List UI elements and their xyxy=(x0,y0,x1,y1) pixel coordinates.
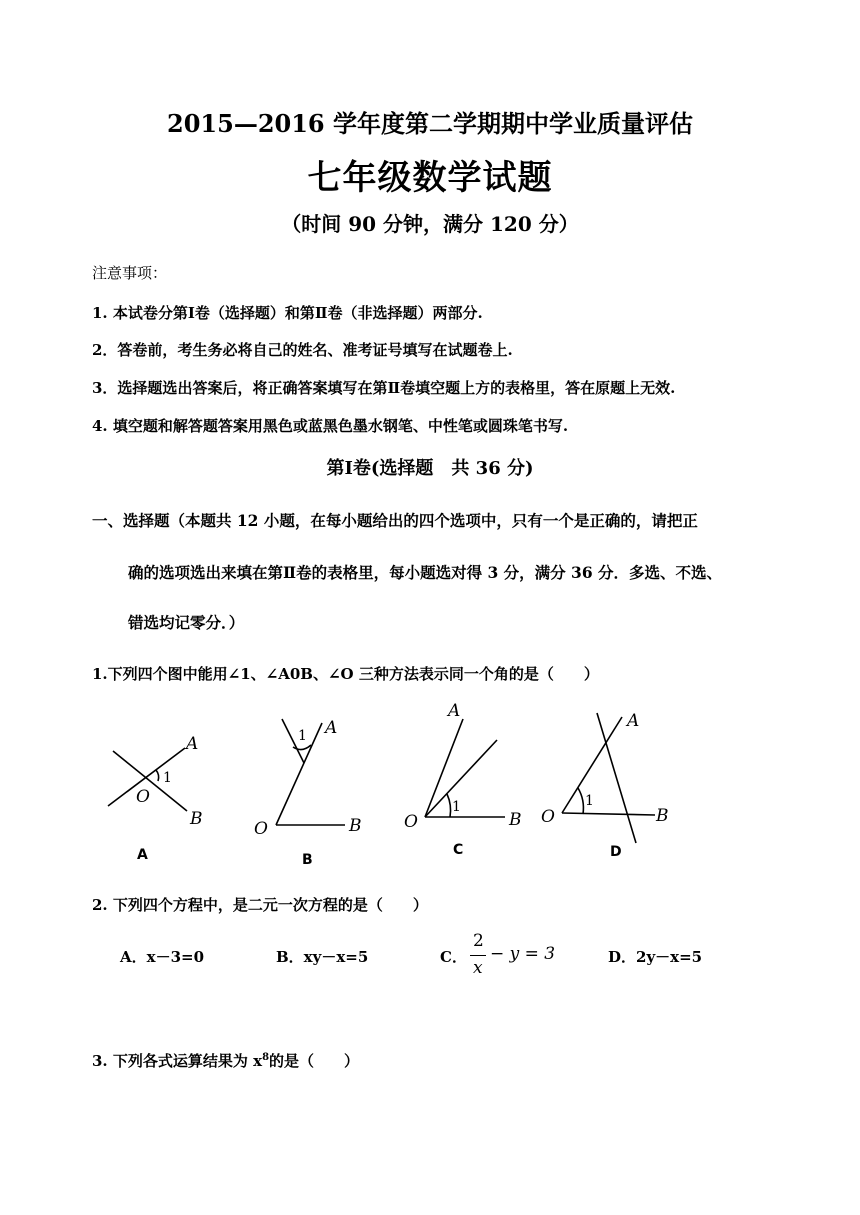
figure-c xyxy=(425,719,505,817)
question-3-exponent: 8 xyxy=(262,1052,270,1063)
figure-d-point-o: O xyxy=(541,807,555,827)
question-1-figures xyxy=(0,695,860,870)
figure-d-ray-ob xyxy=(562,813,655,815)
figure-a-point-a: A xyxy=(186,734,199,754)
exam-title-line1: 2015—2016 学年度第二学期期中学业质量评估 xyxy=(167,109,693,138)
figure-c-angle-arc xyxy=(447,794,451,817)
instruction-line-3: 错选均记零分．） xyxy=(128,613,245,632)
figure-a-angle-label: 1 xyxy=(163,770,172,786)
figure-c-point-a: A xyxy=(448,701,461,721)
figure-a-caption: A xyxy=(137,847,148,863)
note-item-2: 2．答卷前，考生务必将自己的姓名、准考证号填写在试题卷上. xyxy=(92,341,513,359)
question-2-text: 2. 下列四个方程中，是二元一次方程的是（ ） xyxy=(92,896,428,914)
instruction-line-2: 确的选项选出来填在第Ⅱ卷的表格里，每小题选对得 3 分，满分 36 分．多选、不选、 xyxy=(128,563,723,582)
figure-d xyxy=(562,713,655,843)
question-1-text: 1.下列四个图中能用∠1、∠A0B、∠O 三种方法表示同一个角的是（ ） xyxy=(92,665,599,683)
question-2-option-a: A．x－3=0 xyxy=(120,948,205,966)
figure-d-caption: D xyxy=(610,844,622,860)
question-3-text-after: 的是（ ） xyxy=(269,1052,360,1070)
figure-b-point-o: O xyxy=(254,819,268,839)
note-item-3: 3．选择题选出答案后，将正确答案填写在第Ⅱ卷填空题上方的表格里，答在原题上无效. xyxy=(92,379,676,397)
figure-c-caption: C xyxy=(453,842,464,858)
instruction-line-1: 一、选择题（本题共 12 小题，在每小题给出的四个选项中，只有一个是正确的，请把正 xyxy=(92,511,698,530)
figure-d-cross-line xyxy=(597,713,636,843)
figure-c-ray-mid xyxy=(425,740,497,817)
question-2-option-c-denominator: x xyxy=(473,958,483,978)
question-3-text xyxy=(92,1050,359,1071)
note-item-4: 4. 填空题和解答题答案用黑色或蓝黑色墨水钢笔、中性笔或圆珠笔书写. xyxy=(92,417,569,435)
figure-d-point-b: B xyxy=(656,806,669,826)
figure-b-angle-label: 1 xyxy=(298,728,307,744)
notes-heading: 注意事项： xyxy=(92,264,168,282)
figure-a-point-o: O xyxy=(136,787,150,807)
figure-d-angle-label: 1 xyxy=(585,793,594,809)
figure-a-angle-arc xyxy=(156,770,159,781)
question-2-option-c-rest: − y = 3 xyxy=(490,944,556,964)
figure-b-point-b: B xyxy=(349,816,362,836)
figure-c-point-b: B xyxy=(509,810,522,830)
question-2-option-b: B．xy－x=5 xyxy=(276,948,369,966)
figure-d-angle-arc xyxy=(578,788,583,814)
question-2-option-c-label: C． xyxy=(440,948,467,966)
question-2-option-c-fraction-bar xyxy=(470,955,486,956)
question-3-text-before: 3. 下列各式运算结果为 x xyxy=(92,1052,263,1070)
question-2-option-d: D．2y－x=5 xyxy=(608,948,703,966)
figure-d-point-a: A xyxy=(627,711,640,731)
figure-b-caption: B xyxy=(302,852,313,868)
exam-time-score: （时间 90 分钟，满分 120 分） xyxy=(281,212,579,236)
figure-c-angle-label: 1 xyxy=(452,799,461,815)
section-title: 第Ⅰ卷(选择题 共 36 分) xyxy=(326,458,534,479)
figure-a-point-b: B xyxy=(190,809,203,829)
question-2-option-c-numerator: 2 xyxy=(473,931,484,951)
exam-title-main: 七年级数学试题 xyxy=(307,158,553,198)
figure-b-point-a: A xyxy=(325,718,338,738)
figure-a-line-2 xyxy=(113,751,187,811)
note-item-1: 1. 本试卷分第Ⅰ卷（选择题）和第Ⅱ卷（非选择题）两部分. xyxy=(92,304,483,322)
figure-c-point-o: O xyxy=(404,812,418,832)
